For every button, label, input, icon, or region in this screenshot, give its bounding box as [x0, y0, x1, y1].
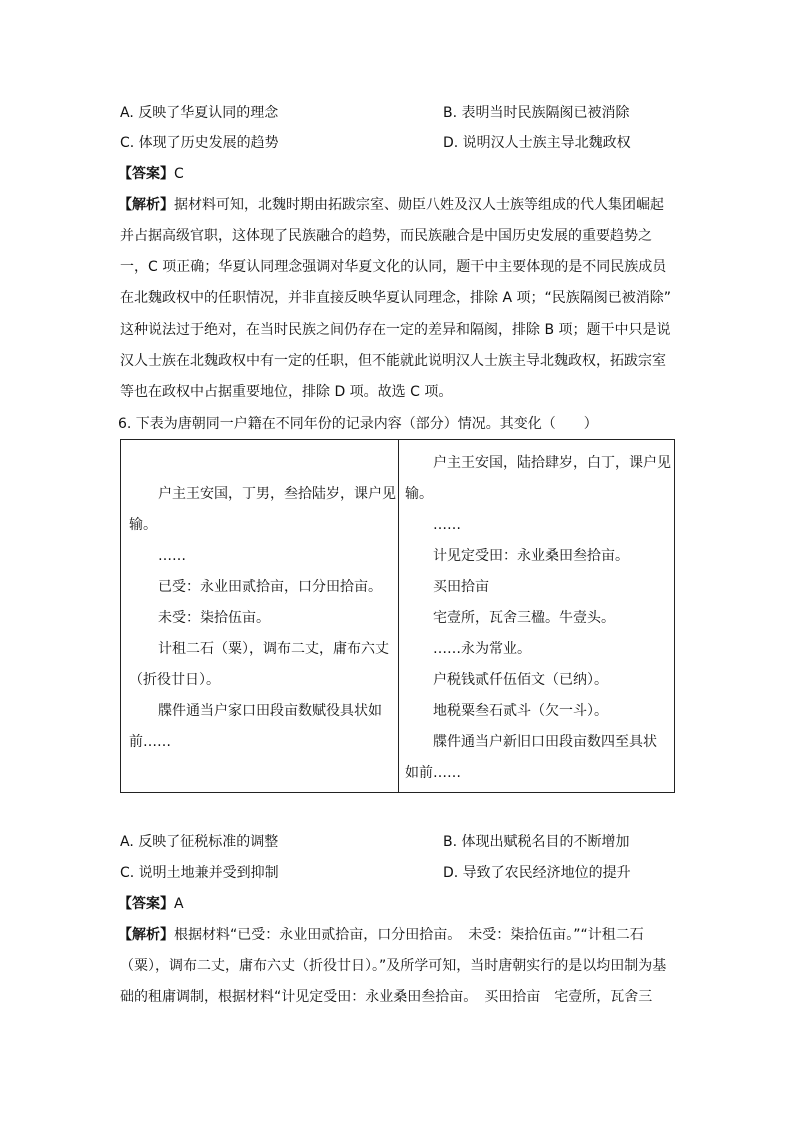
left-record-line: 未受：柒拾伍亩。	[158, 610, 270, 626]
q6-option-d: D. 导致了农民经济地位的提升	[443, 865, 631, 881]
q5-option-d: D. 说明汉人士族主导北魏政权	[443, 135, 631, 151]
right-record-line: 户税钱贰仟伍佰文（已纳）。	[433, 672, 608, 688]
right-record-line: 户主王安国，陆拾肆岁，白丁，课户见	[433, 455, 671, 471]
left-record-line: 户主王安国，丁男，叁拾陆岁，课户见	[158, 486, 396, 502]
q5-analysis-line: 【解析】据材料可知，北魏时期由拓跋宗室、勋臣八姓及汉人士族等组成的代人集团崛起	[118, 197, 664, 213]
right-record-line: 计见定受田：永业桑田叁拾亩。	[433, 548, 629, 564]
q5-analysis-line: 这种说法过于绝对，在当时民族之间仍存在一定的差异和隔阂，排除 B 项；题干中只是说	[120, 322, 671, 338]
answer-label: 【答案】	[118, 896, 174, 912]
right-record-line: 牒件通当户新旧口田段亩数四至具状	[433, 734, 657, 750]
q5-option-c: C. 体现了历史发展的趋势	[120, 135, 279, 151]
left-record-line: ……	[158, 548, 186, 564]
q6-analysis-line: （粟），调布二丈，庸布六丈（折役廿日）。”及所学可知，当时唐朝实行的是以均田制为基	[120, 958, 667, 974]
left-record-line: 牒件通当户家口田段亩数赋役具状如	[158, 703, 382, 719]
q6-analysis-line: 础的租庸调制，根据材料“计见定受田：永业桑田叁拾亩。 买田拾亩 宅壹所，瓦舍三	[120, 989, 653, 1005]
left-record-line: （折役廿日）。	[129, 672, 220, 688]
right-record-line: 买田拾亩	[433, 579, 489, 595]
q5-analysis-line: 并占据高级官职，这体现了民族融合的趋势，而民族融合是中国历史发展的重要趋势之	[120, 228, 652, 244]
q6-option-b: B. 体现出赋税名目的不断增加	[443, 834, 630, 850]
q6-option-c: C. 说明土地兼并受到抑制	[120, 865, 279, 881]
analysis-label: 【解析】	[118, 197, 174, 213]
analysis-label: 【解析】	[118, 927, 174, 943]
left-record-line: 已受：永业田贰拾亩，口分田拾亩。	[158, 579, 382, 595]
right-record-line: 输。	[405, 486, 433, 502]
right-record-line: ……永为常业。	[433, 641, 531, 657]
right-record-line: 地税粟叁石贰斗（欠一斗）。	[433, 703, 608, 719]
q6-stem: 6. 下表为唐朝同一户籍在不同年份的记录内容（部分）情况。其变化（ ）	[118, 416, 598, 432]
q5-analysis-line: 汉人士族在北魏政权中有一定的任职，但不能就此说明汉人士族主导北魏政权，拓跋宗室	[120, 353, 666, 369]
q5-option-a: A. 反映了华夏认同的理念	[120, 105, 279, 121]
household-record-table	[120, 439, 675, 793]
left-record-line: 计租二石（粟），调布二丈，庸布六丈	[158, 641, 389, 657]
answer-value: A	[174, 896, 184, 912]
right-record-line: 如前……	[405, 765, 461, 781]
table-divider	[398, 440, 399, 792]
q5-answer	[118, 164, 184, 184]
q5-option-b: B. 表明当时民族隔阂已被消除	[443, 105, 630, 121]
q5-analysis-line: 等也在政权中占据重要地位，排除 D 项。故选 C 项。	[120, 384, 453, 400]
left-record-line: 前……	[129, 734, 171, 750]
q5-analysis-line: 一，C 项正确；华夏认同理念强调对华夏文化的认同，题干中主要体现的是不同民族成员	[120, 259, 667, 275]
q6-answer	[118, 894, 184, 914]
q6-option-a: A. 反映了征税标准的调整	[120, 834, 279, 850]
right-record-line: 宅壹所，瓦舍三楹。牛壹头。	[433, 610, 615, 626]
answer-label: 【答案】	[118, 166, 174, 182]
right-record-line: ……	[433, 517, 461, 533]
left-record-line: 输。	[129, 517, 157, 533]
answer-value: C	[174, 166, 184, 182]
q5-analysis-line: 在北魏政权中的任职情况，并非直接反映华夏认同理念，排除 A 项；“民族隔阂已被消除”	[120, 290, 671, 306]
q6-analysis-line: 【解析】根据材料“已受：永业田贰拾亩，口分田拾亩。 未受：柒拾伍亩。”“计租二石	[118, 927, 644, 943]
